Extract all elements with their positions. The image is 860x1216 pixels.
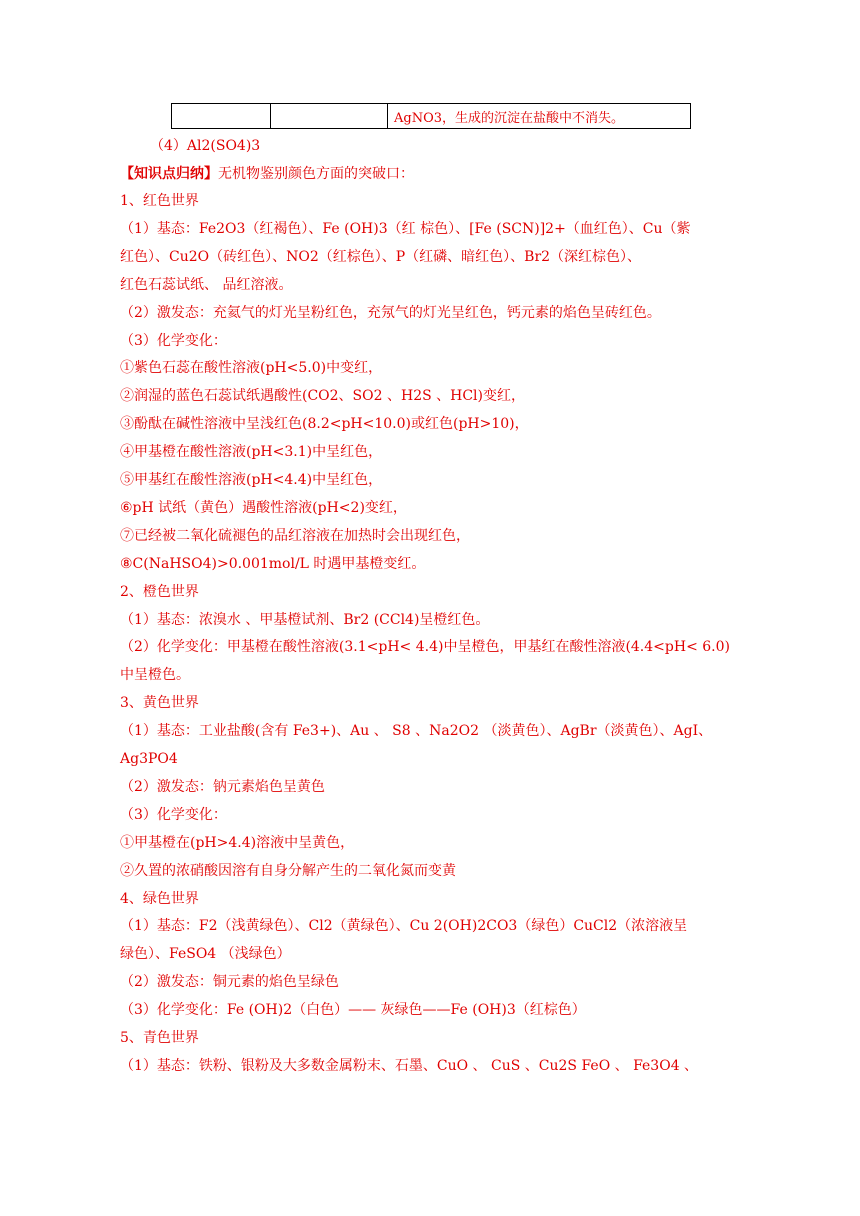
section-line: （3）化学变化： (120, 806, 227, 823)
section-line: 绿色）、FeSO4 （浅绿色） (120, 946, 291, 963)
section-line: ⑦已经被二氧化硫褪色的品红溶液在加热时会出现红色， (120, 527, 470, 544)
section-line: ②久置的浓硝酸因溶有自身分解产生的二氧化氮而变黄 (120, 862, 456, 879)
section-line: ⑤甲基红在酸性溶液(pH<4.4)中呈红色， (120, 472, 383, 488)
section-line: （2）激发态：钠元素焰色呈黄色 (120, 778, 325, 795)
table-row (172, 104, 691, 129)
section-heading: 1、红色世界 (120, 193, 199, 209)
section-line: 红色石蕊试纸、 品红溶液。 (120, 276, 293, 293)
section-heading: 4、绿色世界 (120, 890, 199, 907)
section-heading: 3、黄色世界 (120, 695, 199, 712)
section-line: （1）基态：铁粉、银粉及大多数金属粉末、石墨、CuO 、 CuS 、Cu2S FeO 、 Fe3O4 、 (120, 1057, 699, 1074)
section-line: ②润湿的蓝色石蕊试纸遇酸性(CO2、SO2 、H2S 、HCl)变红， (120, 388, 526, 405)
section-line: ③酚酞在碱性溶液中呈浅红色(8.2<pH<10.0)或红色(pH>10)， (120, 416, 529, 433)
summary-line (120, 165, 414, 183)
summary-title: 无机物鉴别颜色方面的突破口： (218, 166, 414, 182)
section-line: ①紫色石蕊在酸性溶液(pH<5.0)中变红， (120, 360, 383, 377)
section-line: （1）基态：浓溴水 、甲基橙试剂、Br2 (CCl4)呈橙红色。 (120, 611, 490, 628)
section-line: ④甲基橙在酸性溶液(pH<3.1)中呈红色， (120, 444, 383, 461)
section-line: （1）基态：工业盐酸(含有 Fe3+)、Au 、 S8 、Na2O2 （淡黄色）、AgBr（淡黄色）、AgI、 (120, 723, 713, 740)
section-line: （3）化学变化： (120, 332, 227, 349)
answer-4: （4）Al2(SO4)3 (150, 138, 261, 154)
section-line: ⑥pH 试纸（黄色）遇酸性溶液(pH<2)变红， (120, 499, 407, 516)
summary-tag: 【知识点归纳】 (120, 166, 218, 182)
answer-table (171, 103, 691, 129)
section-line: （1）基态：Fe2O3（红褐色）、Fe (OH)3（红 棕色）、[Fe (SCN)]2+（血红色）、Cu（紫 (120, 220, 691, 237)
table-cell (172, 104, 271, 129)
section-line: （2）激发态：充氦气的灯光呈粉红色，充氖气的灯光呈红色，钙元素的焰色呈砖红色。 (120, 304, 661, 321)
table-cell: AgNO3，生成的沉淀在盐酸中不消失。 (388, 104, 691, 129)
section-line: Ag3PO4 (120, 751, 178, 767)
section-heading: 2、橙色世界 (120, 583, 199, 600)
section-heading: 5、青色世界 (120, 1030, 199, 1046)
section-line: ⑧C(NaHSO4)>0.001mol/L 时遇甲基橙变红。 (120, 555, 426, 572)
section-line: （1）基态：F2（浅黄绿色）、Cl2（黄绿色）、Cu 2(OH)2CO3（绿色）CuCl2（浓溶液呈 (120, 918, 688, 935)
section-line: （2）化学变化：甲基橙在酸性溶液(3.1<pH< 4.4)中呈橙色，甲基红在酸性溶液(4.4<pH< 6.0) (120, 639, 730, 656)
section-line: ①甲基橙在(pH>4.4)溶液中呈黄色， (120, 834, 355, 851)
section-line: （3）化学变化：Fe (OH)2（白色）—— 灰绿色——Fe (OH)3（红棕色） (120, 1002, 586, 1019)
table-cell (271, 104, 388, 129)
section-line: 中呈橙色。 (120, 667, 190, 684)
section-line: 红色）、Cu2O（砖红色）、NO2（红棕色）、P（红磷、暗红色）、Br2（深红棕色）、 (120, 248, 642, 265)
section-line: （2）激发态：铜元素的焰色呈绿色 (120, 974, 339, 991)
